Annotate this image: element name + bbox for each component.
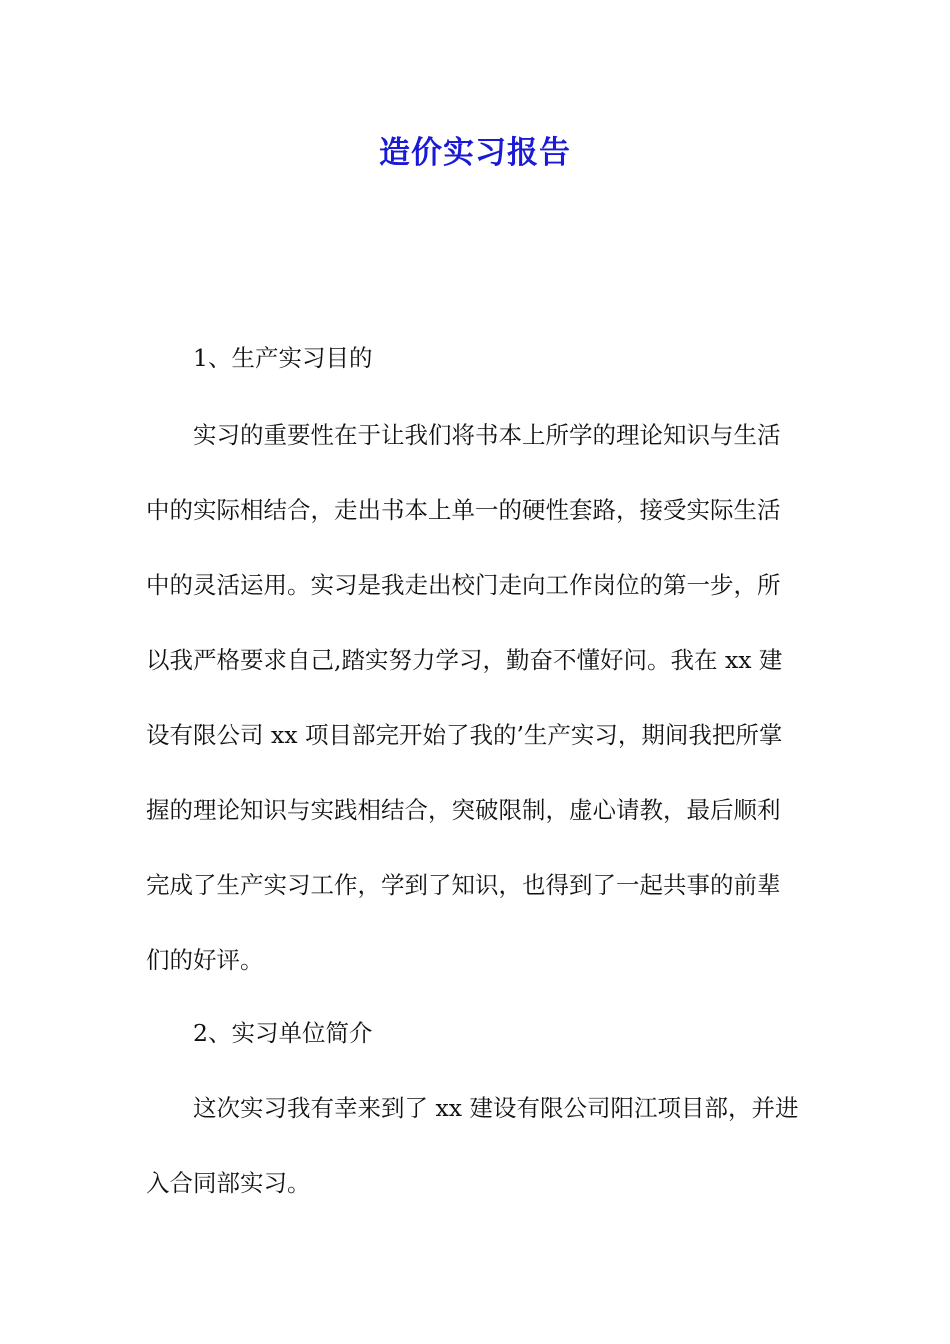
paragraph-line: 实习的重要性在于让我们将书本上所学的理论知识与生活 <box>193 421 781 449</box>
paragraph-line: 们的好评。 <box>146 946 264 974</box>
paragraph-line: 握的理论知识与实践相结合，突破限制，虚心请教，最后顺利 <box>146 796 781 824</box>
document-title: 造价实习报告 <box>379 135 571 171</box>
paragraph-line: 以我严格要求自己,踏实努力学习，勤奋不懂好问。我在 xx 建 <box>146 646 783 674</box>
section-heading-1: 1、生产实习目的 <box>193 344 373 372</box>
paragraph-line: 这次实习我有幸来到了 xx 建设有限公司阳江项目部，并进 <box>193 1094 799 1122</box>
paragraph-line: 入合同部实习。 <box>146 1169 311 1197</box>
document-body <box>146 338 806 1198</box>
paragraph-line: 设有限公司 xx 项目部完开始了我的’生产实习，期间我把所掌 <box>146 721 783 749</box>
section-heading-2: 2、实习单位简介 <box>193 1019 373 1047</box>
paragraph-line: 中的灵活运用。实习是我走出校门走向工作岗位的第一步，所 <box>146 571 781 599</box>
paragraph-line: 中的实际相结合，走出书本上单一的硬性套路，接受实际生活 <box>146 496 781 524</box>
paragraph-line: 完成了生产实习工作，学到了知识，也得到了一起共事的前辈 <box>146 871 781 899</box>
